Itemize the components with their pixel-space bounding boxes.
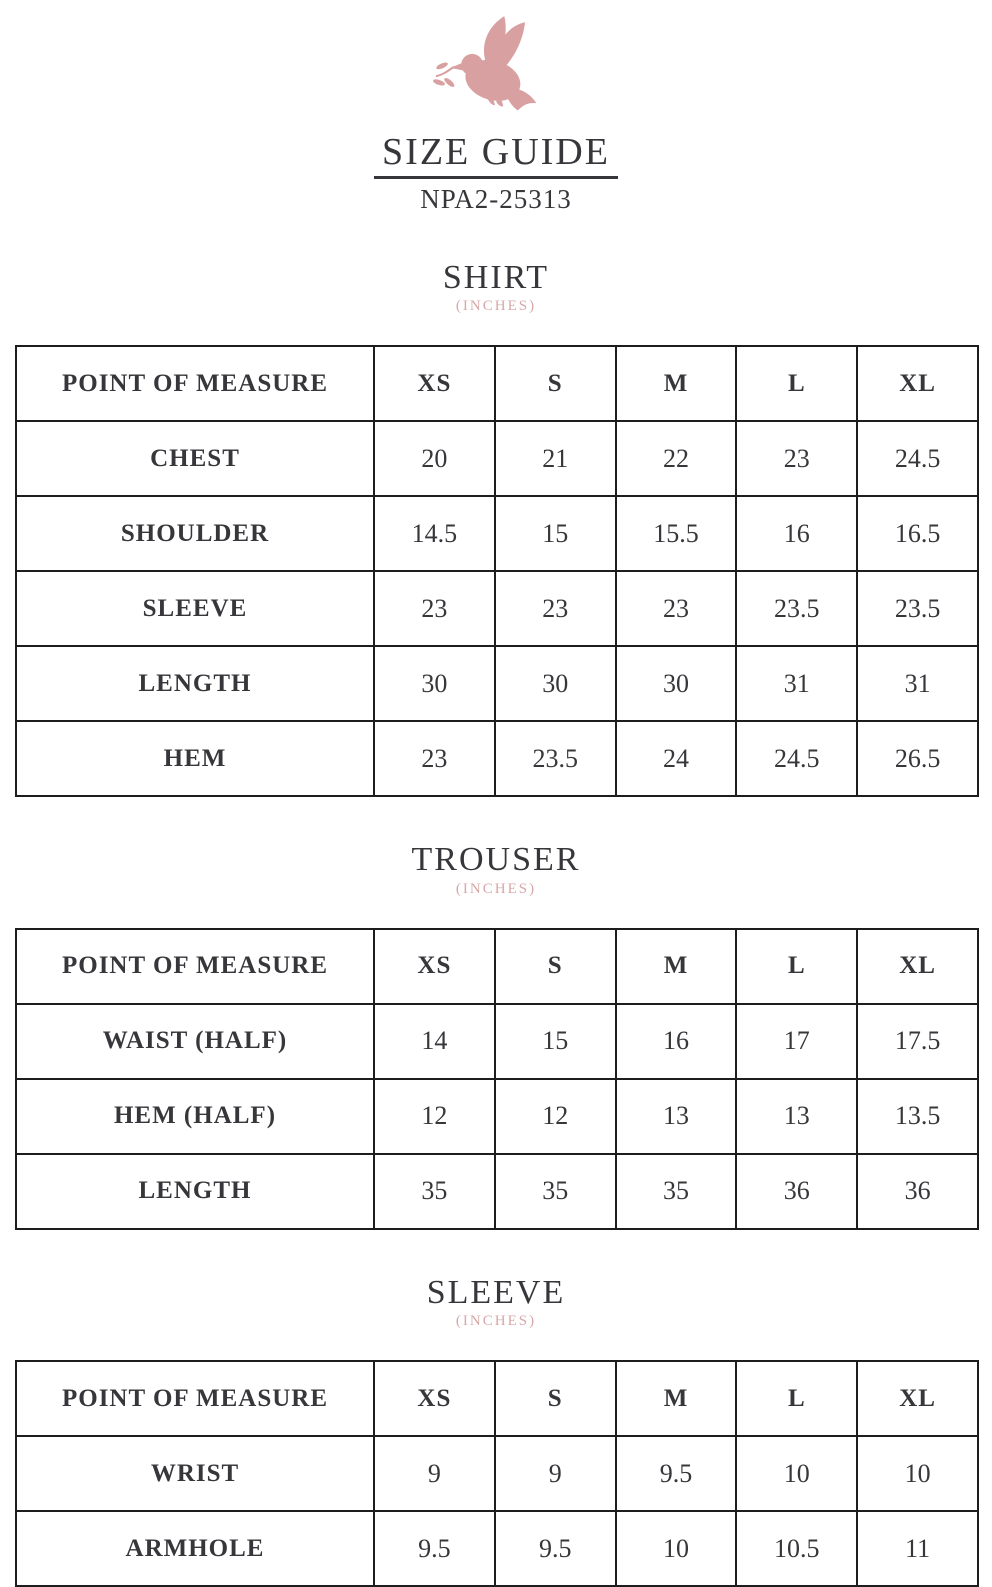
trouser-size-table [15, 928, 979, 1230]
measure-value: 16.5 [857, 496, 978, 571]
measure-value: 24.5 [736, 721, 857, 796]
measure-value: 23 [374, 721, 495, 796]
measure-value: 10 [857, 1436, 978, 1511]
measure-value: 35 [374, 1154, 495, 1229]
table-row [16, 646, 978, 721]
col-header-size-xs: XS [374, 929, 495, 1004]
col-header-size-l: L [736, 1361, 857, 1436]
measure-value: 12 [374, 1079, 495, 1154]
measure-value: 22 [616, 421, 737, 496]
measure-value: 17.5 [857, 1004, 978, 1079]
measure-value: 36 [857, 1154, 978, 1229]
col-header-size-xl: XL [857, 1361, 978, 1436]
measure-value: 30 [495, 646, 616, 721]
measure-value: 16 [616, 1004, 737, 1079]
table-row [16, 496, 978, 571]
measure-value: 9.5 [374, 1511, 495, 1586]
section-heading: SLEEVE [426, 1273, 566, 1311]
measure-value: 26.5 [857, 721, 978, 796]
table-header-row [16, 929, 978, 1004]
measure-value: 23.5 [495, 721, 616, 796]
section-shirt [0, 259, 992, 797]
shirt-size-table [15, 345, 979, 797]
table-row [16, 571, 978, 646]
measure-value: 9.5 [495, 1511, 616, 1586]
col-header-point-of-measure: POINT OF MEASURE [16, 346, 374, 421]
row-label: LENGTH [16, 646, 374, 721]
measure-value: 15 [495, 496, 616, 571]
brand-logo [0, 0, 992, 131]
dove-with-olive-branch-icon [433, 113, 559, 130]
measure-value: 31 [857, 646, 978, 721]
col-header-size-l: L [736, 929, 857, 1004]
col-header-size-s: S [495, 929, 616, 1004]
measure-value: 9.5 [616, 1436, 737, 1511]
measure-value: 15 [495, 1004, 616, 1079]
measure-value: 30 [616, 646, 737, 721]
measure-value: 12 [495, 1079, 616, 1154]
measure-value: 17 [736, 1004, 857, 1079]
measure-value: 10.5 [736, 1511, 857, 1586]
row-label: ARMHOLE [16, 1511, 374, 1586]
measure-value: 10 [736, 1436, 857, 1511]
table-row [16, 1004, 978, 1079]
table-row [16, 1154, 978, 1229]
row-label: HEM (HALF) [16, 1079, 374, 1154]
measure-value: 31 [736, 646, 857, 721]
measure-value: 36 [736, 1154, 857, 1229]
section-unit: (INCHES) [455, 880, 537, 897]
measure-value: 14 [374, 1004, 495, 1079]
table-header-row [16, 346, 978, 421]
row-label: WAIST (HALF) [16, 1004, 374, 1079]
row-label: LENGTH [16, 1154, 374, 1229]
col-header-size-s: S [495, 346, 616, 421]
table-row [16, 421, 978, 496]
section-unit: (INCHES) [455, 298, 537, 315]
measure-value: 13 [736, 1079, 857, 1154]
col-header-point-of-measure: POINT OF MEASURE [16, 929, 374, 1004]
measure-value: 9 [495, 1436, 616, 1511]
table-row [16, 1436, 978, 1511]
row-label: HEM [16, 721, 374, 796]
measure-value: 13.5 [857, 1079, 978, 1154]
measure-value: 23 [495, 571, 616, 646]
col-header-size-xl: XL [857, 346, 978, 421]
sleeve-size-table [15, 1360, 979, 1587]
measure-value: 21 [495, 421, 616, 496]
measure-value: 23.5 [857, 571, 978, 646]
measure-value: 24 [616, 721, 737, 796]
section-unit: (INCHES) [455, 1313, 537, 1330]
row-label: SLEEVE [16, 571, 374, 646]
col-header-size-xl: XL [857, 929, 978, 1004]
measure-value: 24.5 [857, 421, 978, 496]
measure-value: 11 [857, 1511, 978, 1586]
measure-value: 23 [616, 571, 737, 646]
section-trouser [0, 841, 992, 1229]
col-header-size-xs: XS [374, 346, 495, 421]
row-label: SHOULDER [16, 496, 374, 571]
table-row [16, 721, 978, 796]
section-sleeve [0, 1274, 992, 1587]
measure-value: 35 [495, 1154, 616, 1229]
col-header-size-l: L [736, 346, 857, 421]
table-row [16, 1079, 978, 1154]
measure-value: 23 [374, 571, 495, 646]
section-heading: TROUSER [411, 841, 581, 879]
row-label: WRIST [16, 1436, 374, 1511]
section-heading: SHIRT [442, 258, 550, 296]
col-header-size-s: S [495, 1361, 616, 1436]
col-header-size-m: M [616, 346, 737, 421]
measure-value: 16 [736, 496, 857, 571]
measure-value: 14.5 [374, 496, 495, 571]
measure-value: 23.5 [736, 571, 857, 646]
measure-value: 23 [736, 421, 857, 496]
col-header-size-xs: XS [374, 1361, 495, 1436]
measure-value: 15.5 [616, 496, 737, 571]
col-header-point-of-measure: POINT OF MEASURE [16, 1361, 374, 1436]
col-header-size-m: M [616, 929, 737, 1004]
measure-value: 9 [374, 1436, 495, 1511]
table-row [16, 1511, 978, 1586]
measure-value: 13 [616, 1079, 737, 1154]
measure-value: 20 [374, 421, 495, 496]
page-title: SIZE GUIDE [374, 133, 618, 179]
col-header-size-m: M [616, 1361, 737, 1436]
measure-value: 10 [616, 1511, 737, 1586]
measure-value: 35 [616, 1154, 737, 1229]
product-code: NPA2-25313 [420, 183, 572, 214]
measure-value: 30 [374, 646, 495, 721]
table-header-row [16, 1361, 978, 1436]
row-label: CHEST [16, 421, 374, 496]
